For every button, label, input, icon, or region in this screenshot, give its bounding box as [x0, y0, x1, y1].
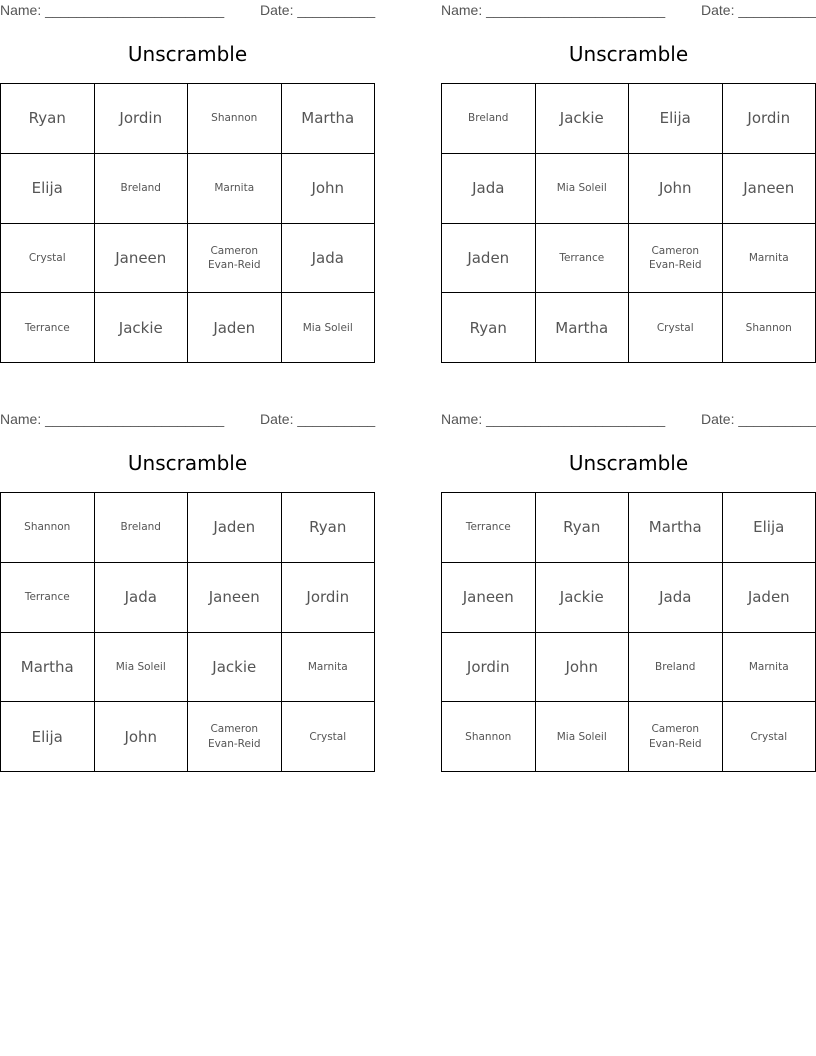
- grid-cell: Jordin: [282, 563, 376, 633]
- grid-cell: Jaden: [723, 563, 816, 633]
- grid-cell: Terrance: [536, 224, 630, 294]
- grid-cell: Shannon: [723, 293, 816, 363]
- grid-cell: Jada: [629, 563, 723, 633]
- worksheet-title: Unscramble: [127, 451, 248, 475]
- grid-cell: Janeen: [95, 224, 189, 294]
- grid-cell: Jackie: [188, 633, 282, 703]
- grid-cell: Shannon: [188, 84, 282, 154]
- grid-cell: Jada: [95, 563, 189, 633]
- grid-cell: Janeen: [723, 154, 816, 224]
- grid-cell: John: [282, 154, 376, 224]
- grid-cell: Ryan: [442, 293, 536, 363]
- grid-cell: Shannon: [1, 493, 95, 563]
- worksheet-card: [441, 409, 816, 750]
- date-field-label: Date: __________: [701, 2, 816, 18]
- name-field-label: Name: _______________________: [441, 2, 666, 18]
- grid-cell: Janeen: [188, 563, 282, 633]
- grid-cell: Jaden: [442, 224, 536, 294]
- worksheet-card: [441, 0, 816, 337]
- header-line: [0, 409, 376, 429]
- grid-cell: Cameron Evan-Reid: [629, 702, 723, 772]
- grid-cell: Terrance: [1, 563, 95, 633]
- grid-cell: Mia Soleil: [95, 633, 189, 703]
- grid-cell: Jaden: [188, 293, 282, 363]
- grid-cell: John: [629, 154, 723, 224]
- grid-cell: Ryan: [282, 493, 376, 563]
- grid-cell: Jordin: [442, 633, 536, 703]
- name-field-label: Name: _______________________: [0, 2, 225, 18]
- grid-cell: Shannon: [442, 702, 536, 772]
- grid-cell: Martha: [1, 633, 95, 703]
- date-field-label: Date: __________: [701, 411, 816, 427]
- worksheet-card: [0, 409, 376, 750]
- grid-cell: Marnita: [723, 633, 816, 703]
- grid-cell: Terrance: [1, 293, 95, 363]
- name-field-label: Name: _______________________: [0, 411, 225, 427]
- worksheet-card: [0, 0, 376, 337]
- date-field-label: Date: __________: [260, 2, 376, 18]
- grid-cell: Terrance: [442, 493, 536, 563]
- grid-cell: Mia Soleil: [536, 154, 630, 224]
- grid-cell: Jada: [282, 224, 376, 294]
- grid-cell: Elija: [1, 702, 95, 772]
- worksheet-title: Unscramble: [127, 42, 248, 66]
- grid-cell: Jackie: [95, 293, 189, 363]
- grid-cell: Jada: [442, 154, 536, 224]
- grid-cell: Martha: [282, 84, 376, 154]
- grid-cell: Crystal: [629, 293, 723, 363]
- word-grid: [0, 83, 375, 363]
- word-grid: [441, 492, 816, 772]
- grid-cell: Crystal: [1, 224, 95, 294]
- grid-cell: Cameron Evan-Reid: [629, 224, 723, 294]
- grid-cell: Janeen: [442, 563, 536, 633]
- grid-cell: Crystal: [282, 702, 376, 772]
- grid-cell: Marnita: [282, 633, 376, 703]
- header-line: [441, 409, 816, 429]
- grid-cell: Jackie: [536, 563, 630, 633]
- date-field-label: Date: __________: [260, 411, 376, 427]
- grid-cell: Ryan: [536, 493, 630, 563]
- grid-cell: Martha: [536, 293, 630, 363]
- grid-cell: Breland: [95, 493, 189, 563]
- grid-cell: Cameron Evan-Reid: [188, 224, 282, 294]
- grid-cell: John: [95, 702, 189, 772]
- word-grid: [0, 492, 375, 772]
- grid-cell: Marnita: [723, 224, 816, 294]
- grid-cell: Jordin: [95, 84, 189, 154]
- grid-cell: Breland: [95, 154, 189, 224]
- grid-cell: Martha: [629, 493, 723, 563]
- header-line: [0, 0, 376, 20]
- grid-cell: Mia Soleil: [282, 293, 376, 363]
- grid-cell: John: [536, 633, 630, 703]
- grid-cell: Jordin: [723, 84, 816, 154]
- grid-cell: Elija: [629, 84, 723, 154]
- header-line: [441, 0, 816, 20]
- grid-cell: Mia Soleil: [536, 702, 630, 772]
- grid-cell: Jackie: [536, 84, 630, 154]
- grid-cell: Crystal: [723, 702, 816, 772]
- word-grid: [441, 83, 816, 363]
- grid-cell: Marnita: [188, 154, 282, 224]
- grid-cell: Elija: [723, 493, 816, 563]
- grid-cell: Elija: [1, 154, 95, 224]
- grid-cell: Ryan: [1, 84, 95, 154]
- worksheet-title: Unscramble: [568, 42, 689, 66]
- name-field-label: Name: _______________________: [441, 411, 666, 427]
- grid-cell: Breland: [629, 633, 723, 703]
- worksheet-title: Unscramble: [568, 451, 689, 475]
- grid-cell: Jaden: [188, 493, 282, 563]
- grid-cell: Breland: [442, 84, 536, 154]
- grid-cell: Cameron Evan-Reid: [188, 702, 282, 772]
